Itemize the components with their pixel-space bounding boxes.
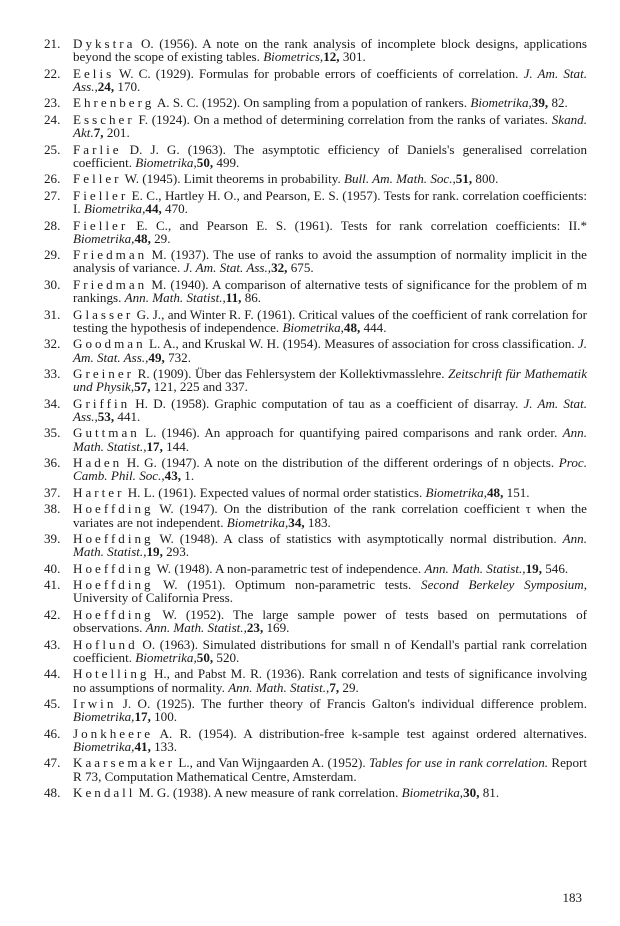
reference-text: A. R. (1954). A distribution-free k-sample test against ordered alternatives. — [153, 725, 587, 741]
reference-text: J. O. (1925). The further theory of Francis Galton's individual difference problem. — [116, 696, 587, 712]
reference-number: 37. — [44, 484, 61, 500]
reference-text: H. D. (1958). Graphic computation of tau as a coefficient of disarray. — [130, 395, 524, 411]
reference-entry — [44, 96, 587, 109]
reference-author: Ehrenberg — [73, 95, 155, 111]
reference-pages: 169. — [263, 620, 290, 636]
reference-text: M. (1937). The use of ranks to avoid the assumption of normality implicit in the analysis of variance. — [73, 247, 587, 276]
reference-author: Hoeffding — [73, 501, 154, 517]
reference-text: L. A., and Kruskal W. H. (1954). Measures of association for cross classification. — [145, 336, 578, 352]
reference-author: Kaarsemaker — [73, 755, 176, 771]
reference-author: Kendall — [73, 785, 136, 801]
reference-volume: 34, — [288, 514, 305, 530]
reference-pages: 81. — [479, 785, 500, 801]
reference-author: Hoeffding — [73, 577, 154, 593]
reference-number: 21. — [44, 36, 61, 51]
reference-journal: J. Am. Stat. Ass., — [73, 65, 587, 94]
reference-journal: Biometrika, — [83, 201, 146, 217]
reference-list — [44, 37, 587, 803]
reference-volume: 7, — [329, 679, 340, 695]
reference-pages: 301. — [339, 49, 366, 65]
reference-entry — [44, 278, 587, 304]
reference-author: Griffin — [73, 395, 131, 411]
reference-volume: 53, — [97, 408, 115, 424]
reference-volume: 32, — [271, 260, 288, 276]
reference-entry — [44, 67, 587, 93]
reference-volume: 51, — [455, 171, 473, 187]
reference-journal: Biometrika, — [282, 319, 344, 335]
reference-entry — [44, 308, 587, 334]
reference-entry — [44, 486, 587, 499]
reference-volume: 24, — [97, 78, 115, 94]
reference-number: 36. — [44, 455, 61, 471]
reference-journal: Biometrics, — [263, 49, 324, 65]
reference-number: 38. — [44, 501, 61, 517]
reference-journal: Skand. Akt. — [73, 111, 587, 141]
reference-number: 26. — [44, 171, 61, 187]
reference-text: D. J. G. (1963). The asymptotic efficiency of Daniels's generalised correlation coefficient. — [73, 141, 587, 170]
reference-entry — [44, 143, 587, 169]
reference-author: Harter — [73, 484, 125, 500]
reference-journal: Proc. Camb. Phil. Soc., — [73, 455, 587, 484]
reference-entry — [44, 667, 587, 693]
reference-volume: 50, — [196, 154, 214, 170]
reference-number: 30. — [44, 276, 61, 292]
reference-volume: 48, — [343, 319, 361, 335]
reference-number: 44. — [44, 666, 61, 682]
reference-volume: 30, — [463, 785, 480, 801]
reference-entry — [44, 113, 587, 139]
reference-number: 48. — [44, 785, 61, 801]
reference-entry — [44, 502, 587, 528]
reference-author: Irwin — [73, 696, 117, 712]
reference-number: 45. — [44, 696, 61, 712]
reference-pages: 444. — [360, 319, 387, 335]
reference-text: W. (1951). Optimum non-parametric tests. — [153, 577, 422, 593]
reference-author: Esscher — [73, 111, 135, 127]
reference-entry — [44, 219, 587, 245]
reference-entry — [44, 532, 587, 558]
reference-text: A. S. C. (1952). On sampling from a population of rankers. — [154, 95, 471, 111]
reference-entry — [44, 172, 587, 185]
reference-pages: 151. — [503, 484, 530, 500]
reference-entry — [44, 638, 587, 664]
reference-number: 40. — [44, 560, 61, 576]
reference-text: W. (1947). On the distribution of the rank correlation coefficient τ when the variates are not independent. — [73, 501, 587, 530]
reference-author: Fieller — [73, 187, 129, 203]
reference-number: 34. — [44, 395, 61, 411]
reference-number: 22. — [44, 65, 61, 81]
reference-text: W. (1952). The large sample power of tests based on permutations of observations. — [73, 606, 587, 636]
reference-author: Hoeffding — [73, 560, 154, 576]
reference-number: 35. — [44, 425, 61, 441]
reference-number: 46. — [44, 725, 61, 741]
reference-number: 41. — [44, 577, 61, 593]
reference-journal: Ann. Math. Statist., — [73, 425, 587, 454]
reference-text: H. L. (1961). Expected values of normal order statistics. — [124, 484, 426, 500]
reference-number: 23. — [44, 95, 61, 111]
reference-pages: 86. — [241, 290, 262, 306]
reference-pages: 675. — [287, 260, 314, 276]
reference-number: 33. — [44, 366, 61, 382]
reference-entry — [44, 608, 587, 634]
reference-author: Farlie — [73, 141, 122, 157]
reference-text: W. (1948). A class of statistics with asymptotically normal distribution. — [153, 531, 563, 547]
reference-volume: 44, — [145, 201, 162, 217]
reference-author: Hoeffding — [73, 606, 154, 622]
reference-author: Dykstra — [73, 36, 136, 51]
reference-author: Goodman — [73, 336, 146, 352]
reference-pages: 144. — [162, 438, 190, 454]
reference-author: Guttman — [73, 425, 140, 441]
reference-number: 42. — [44, 606, 61, 622]
reference-text: E. C., and Pearson E. S. (1961). Tests for rank correlation coefficients: II.* — [128, 217, 587, 233]
reference-text: O. (1956). A note on the rank analysis of incomplete block designs, applications beyond the scope of existing tables. — [73, 36, 587, 65]
reference-pages: 29. — [339, 679, 359, 695]
reference-text: M. (1940). A comparison of alternative tests of significance for the problem of m rankings. — [73, 276, 587, 306]
reference-text: W. (1948). A non-parametric test of independence. — [153, 560, 425, 576]
reference-volume: 48, — [487, 484, 504, 500]
reference-volume: 43, — [164, 468, 182, 484]
reference-entry — [44, 756, 587, 782]
reference-pages: 800. — [472, 171, 499, 187]
reference-text: W. (1945). Limit theorems in probability. — [121, 171, 344, 187]
reference-pages: 100. — [150, 709, 178, 725]
reference-journal: Biometrika, — [73, 709, 135, 725]
reference-entry — [44, 337, 587, 363]
reference-entry — [44, 397, 587, 423]
reference-volume: 7, — [93, 125, 104, 141]
reference-pages: 441. — [114, 408, 141, 424]
reference-text: R. (1909). Über das Fehlersystem der Kollektivmasslehre. — [134, 366, 449, 382]
reference-entry — [44, 426, 587, 452]
reference-number: 32. — [44, 336, 61, 352]
reference-author: Hotelling — [73, 666, 150, 682]
reference-pages: 546. — [541, 560, 569, 576]
reference-pages: 82. — [548, 95, 568, 111]
reference-journal: Zeitschrift für Mathematik und Physik, — [73, 366, 588, 395]
reference-volume: 17, — [146, 438, 163, 454]
reference-journal: Ann. Math. Statist., — [424, 560, 526, 576]
reference-pages: 201. — [103, 125, 130, 141]
reference-text: G. J., and Winter R. F. (1961). Critical values of the coefficient of rank correlation for testing the hypothesis of independence. — [73, 306, 587, 335]
reference-volume: 19, — [525, 560, 542, 576]
reference-author: Friedman — [73, 276, 148, 292]
reference-pages: University of California Press. — [73, 590, 234, 606]
reference-volume: 39, — [531, 95, 549, 111]
reference-text: F. (1924). On a method of determining correlation from the ranks of variates. — [134, 111, 552, 127]
reference-author: Hoeffding — [73, 531, 154, 547]
reference-author: Friedman — [73, 247, 148, 263]
page-number: 183 — [562, 890, 582, 905]
reference-pages: 133. — [150, 738, 178, 754]
reference-journal: Bull. Am. Math. Soc., — [344, 171, 456, 187]
reference-journal: Biometrika, — [73, 738, 135, 754]
reference-volume: 48, — [134, 230, 151, 246]
reference-text: W. C. (1929). Formulas for probable errors of coefficients of correlation. — [114, 65, 524, 81]
reference-number: 25. — [44, 141, 61, 157]
reference-pages: 183. — [304, 514, 331, 530]
reference-entry — [44, 37, 587, 63]
reference-journal: J. Am. Stat. Ass., — [183, 260, 272, 276]
reference-number: 29. — [44, 247, 61, 263]
reference-number: 24. — [44, 111, 61, 127]
reference-entry — [44, 456, 587, 482]
reference-author: Hoflund — [73, 636, 138, 652]
reference-text: L. (1946). An approach for quantifying paired comparisons and rank order. — [139, 425, 563, 441]
reference-pages: 121, 225 and 337. — [150, 379, 248, 395]
reference-volume: 57, — [134, 379, 151, 395]
reference-pages: 732. — [164, 349, 191, 365]
reference-journal: Biometrika, — [401, 785, 464, 801]
reference-text: H. G. (1947). A note on the distribution of the different orderings of n objects. — [122, 455, 559, 471]
reference-volume: 49, — [148, 349, 165, 365]
reference-text: O. (1963). Simulated distributions for small n of Kendall's partial rank correlation coefficient. — [73, 636, 587, 665]
reference-volume: 50, — [196, 649, 214, 665]
reference-text: M. G. (1938). A new measure of rank correlation. — [135, 785, 402, 801]
reference-entry — [44, 578, 587, 604]
reference-pages: 520. — [213, 649, 240, 665]
reference-journal: Biometrika, — [226, 514, 289, 530]
reference-volume: 23, — [246, 620, 264, 636]
reference-volume: 41, — [134, 738, 151, 754]
reference-pages: 29. — [150, 230, 171, 246]
reference-journal: Biometrika, — [135, 649, 197, 665]
reference-journal: J. Am. Stat. Ass., — [73, 336, 587, 365]
reference-journal: Biometrika, — [73, 230, 135, 246]
reference-volume: 11, — [225, 290, 242, 306]
reference-journal: Biometrika, — [470, 95, 532, 111]
reference-entry — [44, 248, 587, 274]
reference-author: Haden — [73, 455, 123, 471]
reference-entry — [44, 367, 587, 393]
reference-entry — [44, 697, 587, 723]
reference-journal: Tables for use in rank correlation. — [369, 755, 549, 771]
reference-number: 27. — [44, 187, 61, 203]
reference-author: Glasser — [73, 306, 134, 322]
reference-entry — [44, 189, 587, 215]
reference-author: Fieller — [73, 217, 129, 233]
reference-journal: Ann. Math. Statist., — [228, 679, 330, 695]
reference-pages: 470. — [161, 201, 188, 217]
reference-journal: Ann. Math. Statist., — [124, 290, 226, 306]
reference-author: Greiner — [73, 366, 134, 382]
reference-journal: J. Am. Stat. Ass., — [73, 395, 587, 424]
reference-author: Jonkheere — [73, 725, 154, 741]
reference-author: Eelis — [73, 65, 115, 81]
reference-pages: 499. — [213, 154, 240, 170]
reference-pages: 170. — [114, 78, 141, 94]
reference-text: H., and Pabst M. R. (1936). Rank correlation and tests of significance involving no assumptions of normality. — [73, 666, 587, 695]
reference-number: 31. — [44, 306, 61, 322]
reference-entry — [44, 562, 587, 575]
reference-journal: Biometrika, — [425, 484, 487, 500]
reference-entry — [44, 786, 587, 799]
reference-number: 39. — [44, 531, 61, 547]
reference-pages: Report R 73, Computation Mathematical Centre, Amsterdam. — [73, 755, 587, 784]
reference-volume: 12, — [323, 49, 340, 65]
reference-journal: Ann. Math. Statist., — [73, 531, 587, 560]
reference-journal: Second Berkeley Symposium, — [421, 577, 587, 593]
reference-journal: Ann. Math. Statist., — [145, 620, 247, 636]
reference-text: L., and Van Wijngaarden A. (1952). — [175, 755, 370, 771]
reference-number: 28. — [44, 217, 61, 233]
reference-number: 47. — [44, 755, 61, 771]
reference-pages: 293. — [162, 544, 190, 560]
reference-number: 43. — [44, 636, 61, 652]
reference-journal: Biometrika, — [135, 154, 197, 170]
reference-volume: 19, — [146, 544, 163, 560]
reference-author: Feller — [73, 171, 122, 187]
reference-text: E. C., Hartley H. O., and Pearson, E. S. (1957). Tests for rank. correlation coefficients: I. — [73, 187, 587, 217]
reference-entry — [44, 727, 587, 753]
reference-pages: 1. — [181, 468, 195, 484]
reference-volume: 17, — [134, 709, 151, 725]
